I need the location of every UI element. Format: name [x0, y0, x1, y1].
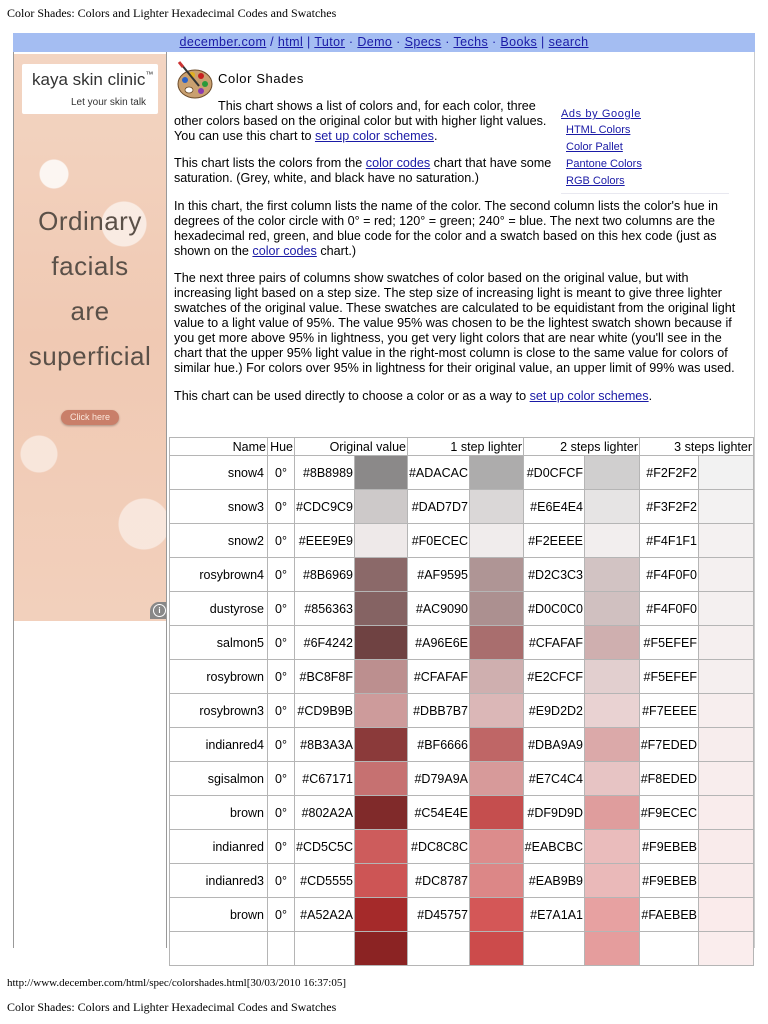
intro-paragraph [174, 99, 554, 144]
hex-code-cell: #AF9595 [408, 558, 470, 592]
swatch-fill [470, 762, 523, 795]
hex-code-cell: #F9EBEB [640, 864, 699, 898]
color-name-cell: brown [170, 898, 268, 932]
swatch-fill [585, 456, 639, 489]
color-name-cell: indianred3 [170, 864, 268, 898]
table-row [170, 524, 754, 558]
swatch-fill [585, 762, 639, 795]
color-swatch [585, 830, 640, 864]
color-name-cell: rosybrown [170, 660, 268, 694]
swatch-fill [355, 524, 407, 557]
hex-code-cell: #E2CFCF [524, 660, 585, 694]
skin-clinic-ad[interactable] [14, 54, 166, 621]
swatch-fill [355, 456, 407, 489]
swatch-fill [699, 898, 753, 931]
swatch-fill [699, 762, 753, 795]
hex-code-cell: #C67171 [295, 762, 355, 796]
color-name-cell: indianred [170, 830, 268, 864]
swatch-fill [585, 898, 639, 931]
color-swatch [355, 660, 408, 694]
hex-code-cell: #E9D2D2 [524, 694, 585, 728]
print-footer-url: http://www.december.com/html/spec/colorshades.html[30/03/2010 16:37:05] [7, 977, 347, 989]
hex-code-cell: #F0ECEC [408, 524, 470, 558]
color-swatch [470, 864, 524, 898]
table-row [170, 796, 754, 830]
color-swatch [470, 592, 524, 626]
hex-code-cell: #F8EDED [640, 762, 699, 796]
ad-logo [22, 64, 158, 114]
ad-link-html-colors[interactable]: HTML Colors [566, 124, 631, 136]
color-name-cell: indianred4 [170, 728, 268, 762]
ad-click-here-button[interactable]: Click here [61, 410, 119, 425]
color-name-cell: snow3 [170, 490, 268, 524]
table-row [170, 864, 754, 898]
color-swatch [699, 490, 754, 524]
color-swatch [470, 456, 524, 490]
ad-headline-line: superficial [28, 341, 152, 371]
hex-code-cell: #D0C0C0 [524, 592, 585, 626]
nav-sep: / [266, 35, 278, 49]
swatch-fill [585, 694, 639, 727]
hex-code-cell: #EAB9B9 [524, 864, 585, 898]
color-swatch [585, 898, 640, 932]
swatch-fill [585, 592, 639, 625]
swatch-fill [470, 524, 523, 557]
hex-code-cell: #E7A1A1 [524, 898, 585, 932]
hex-code-cell: #CDC9C9 [295, 490, 355, 524]
nav-link-specs[interactable]: Specs [404, 35, 442, 49]
color-codes-link[interactable]: color codes [252, 244, 317, 258]
hex-code-cell: #D2C3C3 [524, 558, 585, 592]
color-swatch [699, 728, 754, 762]
hex-code-cell: #DC8787 [408, 864, 470, 898]
ad-headline-line: Ordinary [38, 206, 142, 236]
swatch-fill [355, 796, 407, 829]
hue-cell [268, 932, 295, 966]
swatch-fill [699, 932, 753, 965]
color-swatch [585, 660, 640, 694]
swatch-fill [355, 626, 407, 659]
color-swatch [585, 558, 640, 592]
color-swatch [585, 694, 640, 728]
hue-cell: 0° [268, 524, 295, 558]
color-swatch [470, 694, 524, 728]
paragraph-text: . [433, 129, 438, 143]
color-schemes-link[interactable]: set up color schemes [314, 129, 434, 143]
table-row [170, 932, 754, 966]
hex-code-cell: #DBA9A9 [524, 728, 585, 762]
hex-code-cell [295, 932, 355, 966]
hue-cell: 0° [268, 898, 295, 932]
ads-by-google [561, 108, 729, 194]
swatch-fill [355, 864, 407, 897]
table-row [170, 762, 754, 796]
hex-code-cell: #8B8989 [295, 456, 355, 490]
color-swatch [355, 694, 408, 728]
hex-code-cell: #D79A9A [408, 762, 470, 796]
color-swatch [470, 558, 524, 592]
swatch-fill [355, 592, 407, 625]
hex-code-cell: #CD9B9B [295, 694, 355, 728]
table-row [170, 456, 754, 490]
hex-code-cell: #CFAFAF [408, 660, 470, 694]
hex-code-cell: #D0CFCF [524, 456, 585, 490]
hue-cell: 0° [268, 626, 295, 660]
hex-code-cell [524, 932, 585, 966]
table-row [170, 490, 754, 524]
paragraph-text: In this chart, the first column lists the name of the color. The second column lists the color's hue in degrees of the color circle with 0° = red; 120° = green; 240° = blue. The next two columns are the hexadecimal red, green, and blue code for the color and a swatch based on this hex code (just as shown on the [174, 199, 718, 258]
swatch-fill [470, 558, 523, 591]
hex-code-cell: #CD5555 [295, 864, 355, 898]
swatch-fill [470, 830, 523, 863]
hue-cell: 0° [268, 592, 295, 626]
hex-code-cell: #CD5C5C [295, 830, 355, 864]
color-swatch [470, 796, 524, 830]
paragraph-text: . [648, 389, 653, 403]
table-header-row [170, 438, 754, 456]
swatch-fill [585, 932, 639, 965]
column-header-step2: 2 steps lighter [524, 438, 640, 456]
color-name-cell: dustyrose [170, 592, 268, 626]
color-swatch [699, 932, 754, 966]
hex-code-cell: #EEE9E9 [295, 524, 355, 558]
color-shades-table [169, 437, 754, 966]
hue-cell: 0° [268, 830, 295, 864]
hex-code-cell: #F2EEEE [524, 524, 585, 558]
color-swatch [585, 796, 640, 830]
palette-icon [175, 60, 215, 102]
color-swatch [585, 762, 640, 796]
column-header-hue: Hue [268, 438, 295, 456]
hex-code-cell: #F5EFEF [640, 626, 699, 660]
hue-cell: 0° [268, 660, 295, 694]
color-swatch [699, 558, 754, 592]
table-row [170, 558, 754, 592]
hex-code-cell: #C54E4E [408, 796, 470, 830]
color-swatch [699, 796, 754, 830]
ad-trademark: ™ [145, 70, 154, 79]
hex-code-cell: #DF9D9D [524, 796, 585, 830]
ad-link-rgb-colors[interactable]: RGB Colors [566, 175, 625, 187]
page-title: Color Shades [218, 71, 304, 86]
hex-code-cell: #8B3A3A [295, 728, 355, 762]
color-swatch [470, 762, 524, 796]
color-swatch [585, 456, 640, 490]
hex-code-cell: #D45757 [408, 898, 470, 932]
nav-sep: · [488, 35, 501, 49]
print-footer-title: Color Shades: Colors and Lighter Hexadecimal Codes and Swatches [7, 1000, 337, 1014]
color-swatch [355, 932, 408, 966]
hex-code-cell: #F9ECEC [640, 796, 699, 830]
swatch-fill [699, 728, 753, 761]
swatch-fill [470, 456, 523, 489]
hex-code-cell: #856363 [295, 592, 355, 626]
color-swatch [585, 626, 640, 660]
color-name-cell: rosybrown3 [170, 694, 268, 728]
color-codes-link[interactable]: color codes [365, 156, 431, 170]
color-name-cell: brown [170, 796, 268, 830]
swatch-fill [585, 490, 639, 523]
swatch-fill [355, 728, 407, 761]
swatch-fill [585, 796, 639, 829]
nav-sep: · [345, 35, 358, 49]
hex-code-cell: #F5EFEF [640, 660, 699, 694]
paragraph-text: chart that have some saturation. (Grey, white, and black have no saturation.) [174, 156, 552, 185]
ad-headline-line: are [70, 296, 110, 326]
color-swatch [355, 728, 408, 762]
ad-tagline: Let your skin talk [71, 97, 147, 108]
hex-code-cell: #CFAFAF [524, 626, 585, 660]
hex-code-cell: #A52A2A [295, 898, 355, 932]
hue-cell: 0° [268, 694, 295, 728]
ads-by-google-title[interactable]: Ads by Google [561, 108, 641, 120]
hex-code-cell: #BF6666 [408, 728, 470, 762]
swatch-fill [355, 898, 407, 931]
hex-code-cell: #DBB7B7 [408, 694, 470, 728]
hue-cell: 0° [268, 490, 295, 524]
color-swatch [699, 660, 754, 694]
table-row [170, 660, 754, 694]
color-swatch [585, 524, 640, 558]
hue-cell: 0° [268, 558, 295, 592]
nav-link-demo[interactable]: Demo [357, 35, 393, 49]
hue-cell: 0° [268, 456, 295, 490]
swatch-fill [699, 456, 753, 489]
table-row [170, 626, 754, 660]
hue-cell: 0° [268, 796, 295, 830]
color-swatch [699, 864, 754, 898]
swatch-fill [470, 728, 523, 761]
color-swatch [699, 626, 754, 660]
color-swatch [470, 626, 524, 660]
color-swatch [470, 898, 524, 932]
nav-link-tutor[interactable]: Tutor [314, 35, 346, 49]
hex-code-cell: #EABCBC [524, 830, 585, 864]
nav-link-books[interactable]: Books [500, 35, 538, 49]
swatch-fill [355, 694, 407, 727]
hex-code-cell: #F4F0F0 [640, 592, 699, 626]
frame-border-right [754, 52, 755, 948]
color-swatch [699, 524, 754, 558]
color-swatch [585, 490, 640, 524]
swatch-fill [699, 694, 753, 727]
swatch-fill [355, 660, 407, 693]
swatch-fill [699, 660, 753, 693]
color-swatch [355, 830, 408, 864]
swatch-fill [470, 660, 523, 693]
hex-code-cell: #F7EDED [640, 728, 699, 762]
nav-sep: | [303, 35, 315, 49]
nav-link-html[interactable]: html [277, 35, 304, 49]
color-swatch [355, 864, 408, 898]
table-row [170, 830, 754, 864]
table-row [170, 592, 754, 626]
hex-code-cell: #E7C4C4 [524, 762, 585, 796]
ad-headline-line: facials [51, 251, 129, 281]
ad-brand-name: kaya skin clinic [32, 70, 146, 89]
paragraph-text: This chart lists the colors from the [174, 156, 366, 170]
ad-headline [14, 199, 166, 379]
swatch-fill [699, 626, 753, 659]
swatch-fill [355, 558, 407, 591]
color-swatch [355, 762, 408, 796]
hex-code-cell: #8B6969 [295, 558, 355, 592]
ad-info-icon[interactable] [150, 602, 166, 619]
nav-link-december[interactable]: december.com [179, 35, 267, 49]
swatch-fill [585, 830, 639, 863]
swatch-fill [470, 694, 523, 727]
color-name-cell [170, 932, 268, 966]
saturation-paragraph [174, 156, 554, 186]
swatch-fill [699, 558, 753, 591]
table-row [170, 694, 754, 728]
hex-code-cell: #F2F2F2 [640, 456, 699, 490]
hex-code-cell: #802A2A [295, 796, 355, 830]
nav-sep: | [537, 35, 549, 49]
column-header-step1: 1 step lighter [408, 438, 524, 456]
hex-code-cell: #BC8F8F [295, 660, 355, 694]
color-swatch [699, 898, 754, 932]
print-header-title: Color Shades: Colors and Lighter Hexadecimal Codes and Swatches [7, 6, 337, 20]
table-row [170, 898, 754, 932]
swatch-fill [355, 762, 407, 795]
color-swatch [355, 490, 408, 524]
column-header-step3: 3 steps lighter [640, 438, 754, 456]
site-navbar [13, 33, 755, 52]
hex-code-cell: #ADACAC [408, 456, 470, 490]
swatch-fill [355, 490, 407, 523]
color-swatch [355, 592, 408, 626]
swatch-fill [585, 864, 639, 897]
column-header-original: Original value [295, 438, 408, 456]
color-swatch [355, 558, 408, 592]
swatch-fill [699, 524, 753, 557]
steps-paragraph: The next three pairs of columns show swatches of color based on the original value, but with increasing light based on a step size. The step size of increasing light is meant to give three lighter swatches of the original value. These swatches are calculated to be equidistant from the original light value to a light value of 95%. The value 95% was chosen to be the lightest swatch shown because if you get more above 95% in lightness, you get very light colors that are near white (you'll see in the chart that the upper 95% light value in the right-most column is close to the same value for colors of similar hue.) For colors over 95% in lightness for their original value, an upper limit of 99% was used. [174, 271, 736, 375]
color-swatch [585, 592, 640, 626]
hex-code-cell: #F3F2F2 [640, 490, 699, 524]
swatch-fill [699, 830, 753, 863]
nav-sep: · [441, 35, 454, 49]
swatch-fill [585, 660, 639, 693]
swatch-fill [355, 830, 407, 863]
color-swatch [470, 660, 524, 694]
hex-code-cell: #F4F1F1 [640, 524, 699, 558]
swatch-fill [470, 626, 523, 659]
color-swatch [699, 694, 754, 728]
nav-link-techs[interactable]: Techs [453, 35, 489, 49]
column-header-name: Name [170, 438, 268, 456]
swatch-fill [699, 592, 753, 625]
swatch-fill [699, 490, 753, 523]
color-swatch [699, 456, 754, 490]
swatch-fill [699, 796, 753, 829]
swatch-fill [585, 558, 639, 591]
color-name-cell: rosybrown4 [170, 558, 268, 592]
swatch-fill [585, 524, 639, 557]
color-swatch [355, 456, 408, 490]
divider [561, 193, 729, 194]
info-icon: i [153, 604, 166, 617]
hue-cell: 0° [268, 762, 295, 796]
usage-paragraph [174, 389, 741, 404]
color-swatch [470, 728, 524, 762]
color-swatch [355, 796, 408, 830]
paragraph-text: This chart shows a list of colors and, for each color, three other colors based on the original color but with higher light values. You can use this chart to [174, 99, 547, 143]
color-swatch [470, 524, 524, 558]
color-swatch [470, 490, 524, 524]
color-swatch [699, 592, 754, 626]
color-name-cell: snow2 [170, 524, 268, 558]
swatch-fill [585, 728, 639, 761]
hex-code-cell: #E6E4E4 [524, 490, 585, 524]
color-swatch [470, 932, 524, 966]
swatch-fill [470, 592, 523, 625]
hex-code-cell: #AC9090 [408, 592, 470, 626]
color-name-cell: salmon5 [170, 626, 268, 660]
hex-code-cell: #6F4242 [295, 626, 355, 660]
frame-border-middle [166, 52, 167, 948]
color-swatch [355, 524, 408, 558]
color-swatch [699, 830, 754, 864]
swatch-fill [699, 864, 753, 897]
hex-code-cell: #F9EBEB [640, 830, 699, 864]
color-swatch [585, 864, 640, 898]
nav-sep: · [392, 35, 405, 49]
hex-code-cell: #DAD7D7 [408, 490, 470, 524]
swatch-fill [470, 898, 523, 931]
color-name-cell: sgisalmon [170, 762, 268, 796]
color-swatch [699, 762, 754, 796]
hue-cell: 0° [268, 864, 295, 898]
color-swatch [585, 728, 640, 762]
table-row [170, 728, 754, 762]
swatch-fill [470, 864, 523, 897]
ad-link-color-pallet[interactable]: Color Pallet [566, 141, 623, 153]
swatch-fill [470, 796, 523, 829]
hex-code-cell: #F4F0F0 [640, 558, 699, 592]
hex-code-cell: #FAEBEB [640, 898, 699, 932]
nav-link-search[interactable]: search [548, 35, 589, 49]
paragraph-text: chart.) [316, 244, 357, 258]
hex-code-cell: #DC8C8C [408, 830, 470, 864]
swatch-fill [470, 932, 523, 965]
swatch-fill [470, 490, 523, 523]
hex-code-cell: #F7EEEE [640, 694, 699, 728]
swatch-fill [355, 932, 407, 965]
hex-code-cell [640, 932, 699, 966]
color-swatch [355, 898, 408, 932]
color-name-cell: snow4 [170, 456, 268, 490]
color-swatch [585, 932, 640, 966]
swatch-fill [585, 626, 639, 659]
color-swatch [355, 626, 408, 660]
columns-paragraph [174, 199, 741, 259]
color-swatch [470, 830, 524, 864]
hex-code-cell [408, 932, 470, 966]
paragraph-text: This chart can be used directly to choose a color or as a way to [174, 389, 530, 403]
hue-cell: 0° [268, 728, 295, 762]
hex-code-cell: #A96E6E [408, 626, 470, 660]
ad-link-pantone-colors[interactable]: Pantone Colors [566, 158, 642, 170]
color-schemes-link[interactable]: set up color schemes [529, 389, 649, 403]
